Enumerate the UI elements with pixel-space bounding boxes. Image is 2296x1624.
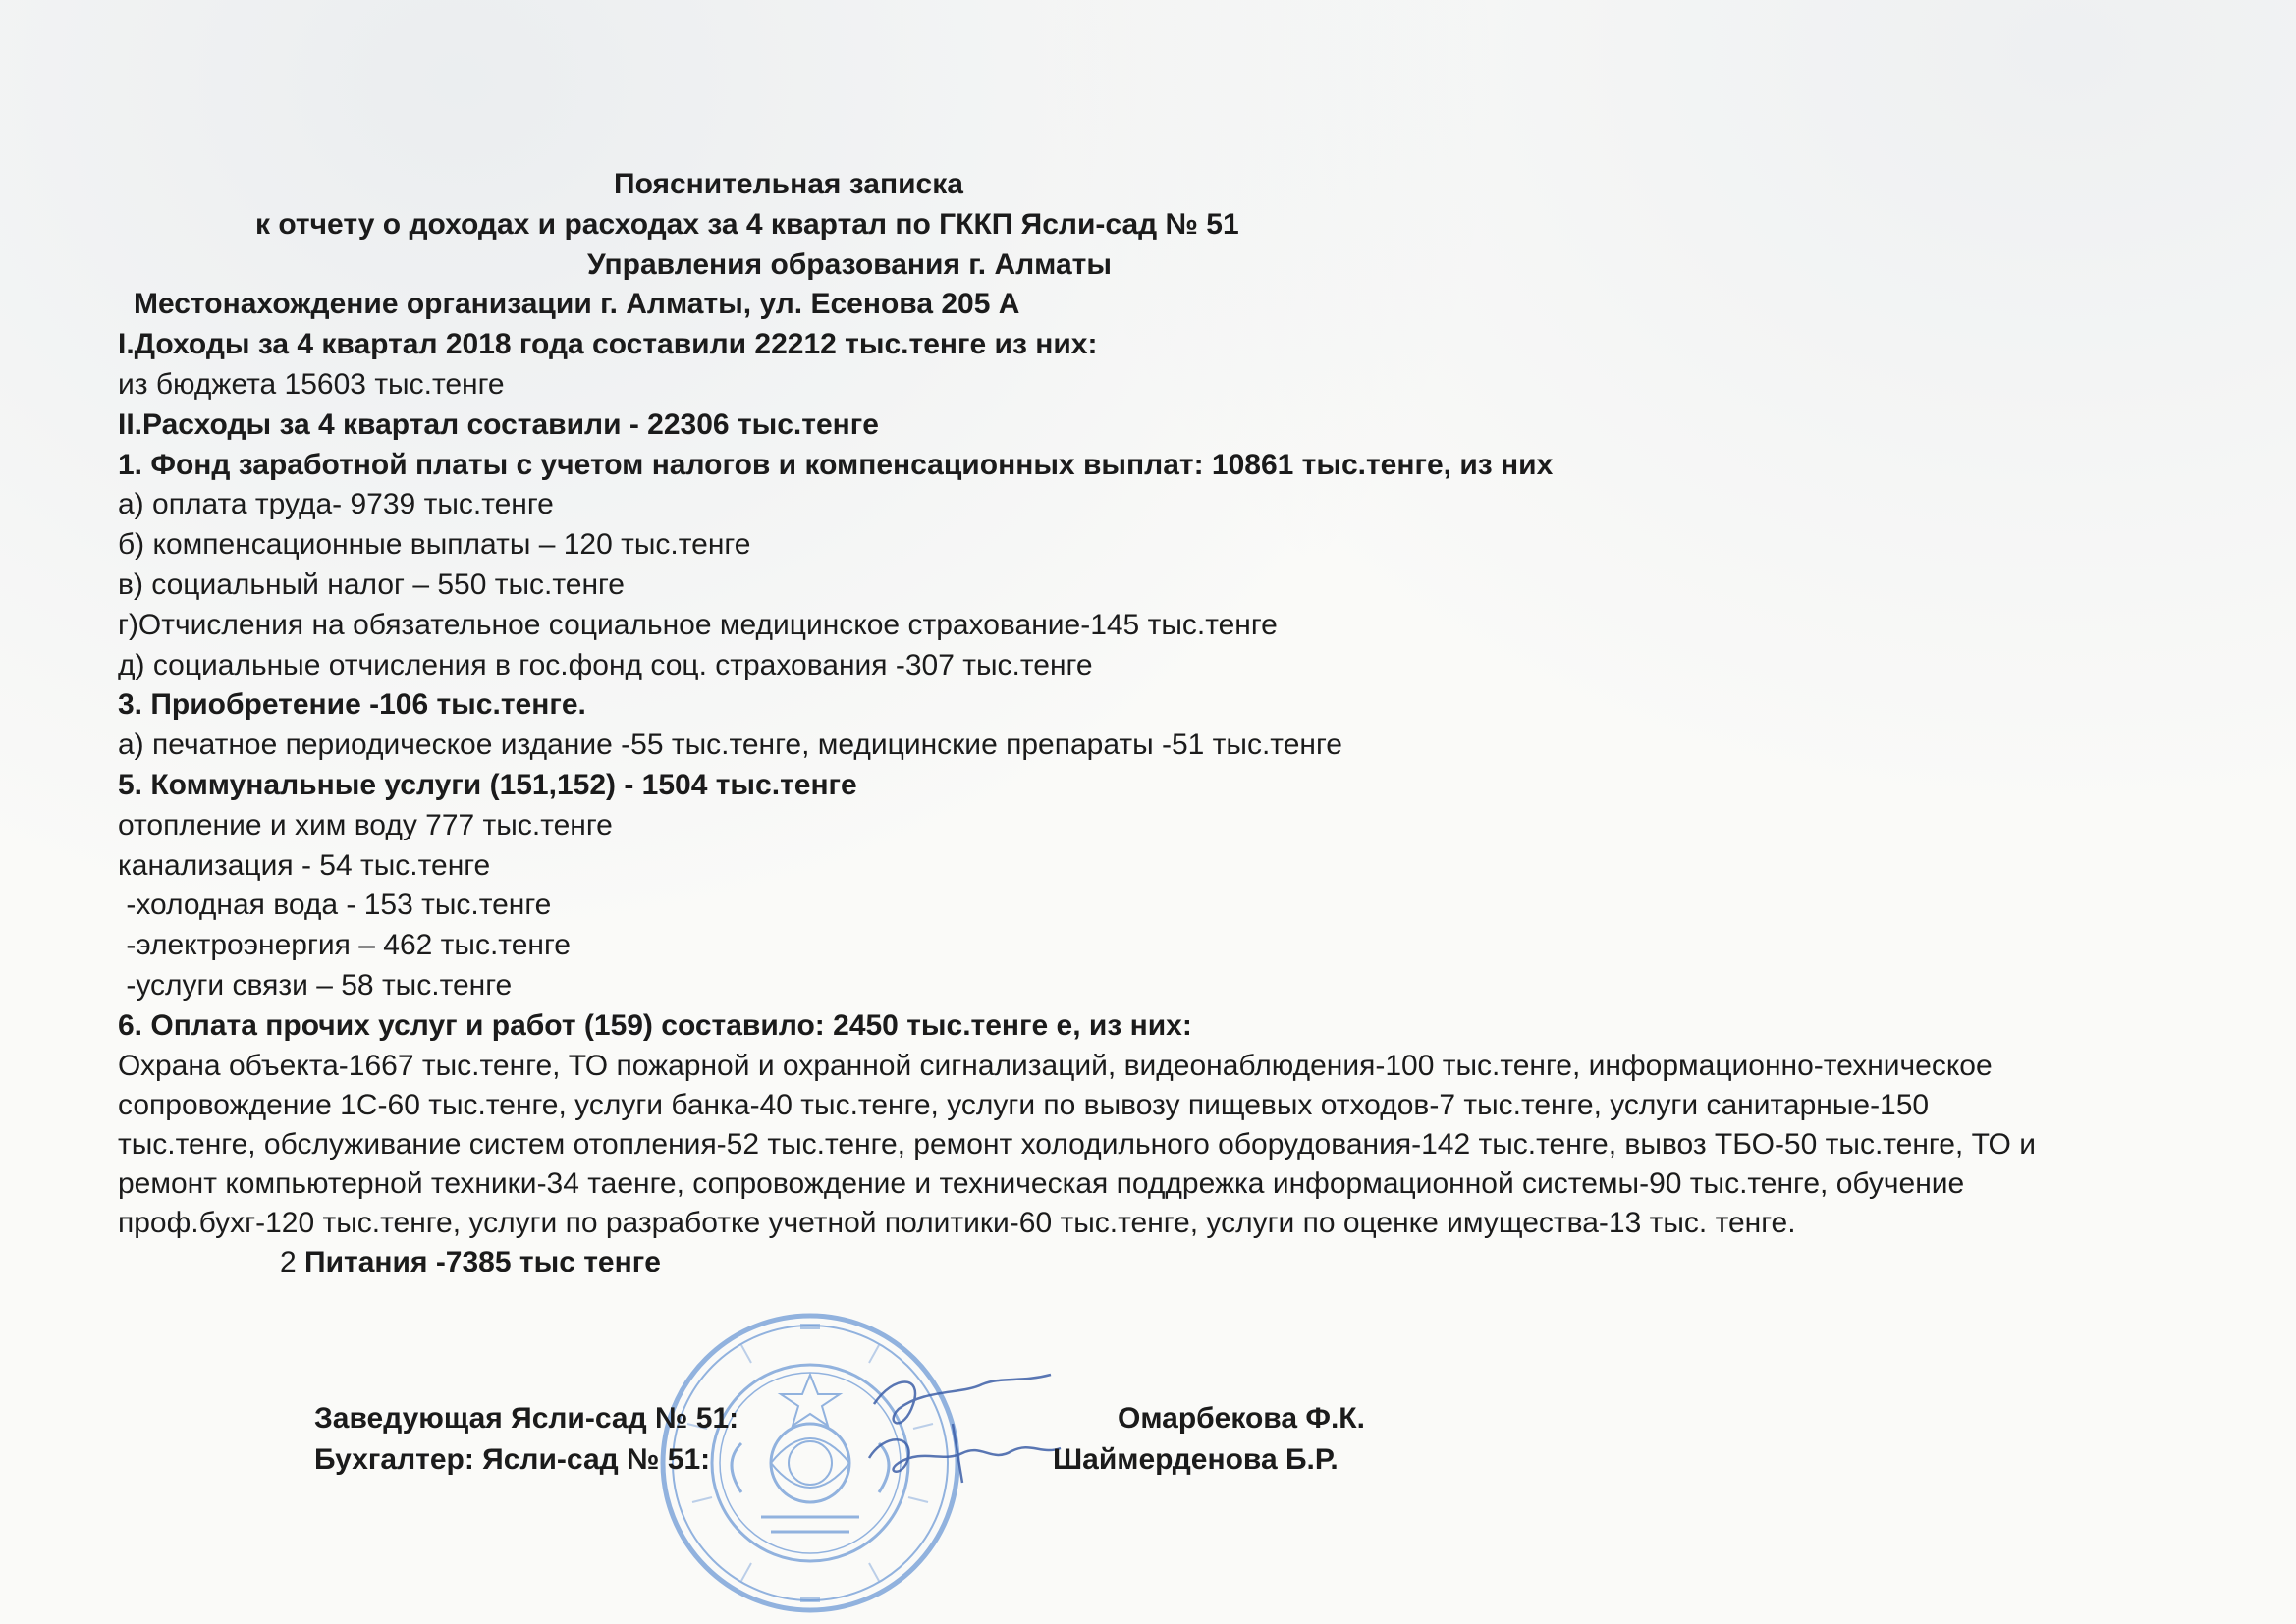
signature-block bbox=[314, 1398, 1493, 1481]
payroll-item: в) социальный налог – 550 тыс.тенге bbox=[118, 568, 625, 601]
accountant-role: Бухгалтер: Ясли-сад № 51: bbox=[314, 1443, 711, 1476]
food-line bbox=[118, 1243, 2200, 1283]
accountant-name: Шаймерденова Б.Р. bbox=[1053, 1443, 1339, 1476]
document-body bbox=[118, 165, 2200, 1282]
title-line-2: к отчету о доходах и расходах за 4 квартал по ГККП Ясли-сад № 51 bbox=[255, 207, 1239, 241]
utilities-item: -холодная вода - 153 тыс.тенге bbox=[118, 889, 552, 922]
utilities-item: канализация - 54 тыс.тенге bbox=[118, 848, 491, 882]
title-line-3: Управления образования г. Алматы bbox=[587, 247, 1112, 281]
head-name: Омарбекова Ф.К. bbox=[1118, 1402, 1365, 1435]
payroll-heading: 1. Фонд заработной платы с учетом налогов и компенсационных выплат: 10861 тыс.тенге, из них bbox=[118, 448, 1554, 481]
utilities-heading: 5. Коммунальные услуги (151,152) - 1504 тыс.тенге bbox=[118, 768, 857, 801]
purchases-item: а) печатное периодическое издание -55 тыс.тенге, медицинские препараты -51 тыс.тенге bbox=[118, 729, 1342, 762]
location-line: Местонахождение организации г. Алматы, ул. Есенова 205 А bbox=[134, 288, 1020, 321]
utilities-item: отопление и хим воду 777 тыс.тенге bbox=[118, 808, 613, 841]
payroll-item: а) оплата труда- 9739 тыс.тенге bbox=[118, 488, 554, 521]
head-role: Заведующая Ясли-сад № 51: bbox=[314, 1402, 739, 1435]
payroll-item: б) компенсационные выплаты – 120 тыс.тенге bbox=[118, 528, 751, 562]
other-services-text: Охрана объекта-1667 тыс.тенге, ТО пожарной и охранной сигнализаций, видеонаблюдения-100 тыс.тенге, информационно-техническое сопровождение 1С-60 тыс.тенге, услуги банка-40 тыс.тенге, услуги по вывозу пищевых отходов-7 тыс.тенге, услуги санитарные-150 тыс.тенге, обслуживание систем отопления-52 тыс.тенге, ремонт холодильного оборудования-142 тыс.тенге, вывоз ТБО-50 тыс.тенге, ТО и ремонт компьютерной техники-34 таенге, сопровождение и техническая поддрежка информационной системы-90 тыс.тенге, обучение проф.бухг-120 тыс.тенге, услуги по разработке учетной политики-60 тыс.тенге, услуги по оценке имущества-13 тыс. тенге. bbox=[118, 1049, 2036, 1239]
payroll-item: д) социальные отчисления в гос.фонд соц. страхования -307 тыс.тенге bbox=[118, 648, 1093, 681]
purchases-heading: 3. Приобретение -106 тыс.тенге. bbox=[118, 688, 586, 722]
food-label: Питания -7385 тыс тенге bbox=[304, 1245, 661, 1278]
payroll-item: г)Отчисления на обязательное социальное медицинское страхование-145 тыс.тенге bbox=[118, 608, 1278, 641]
utilities-item: -услуги связи – 58 тыс.тенге bbox=[118, 968, 513, 1001]
head-signature-row bbox=[314, 1398, 1493, 1439]
other-services-heading: 6. Оплата прочих услуг и работ (159) составило: 2450 тыс.тенге е, из них: bbox=[118, 1008, 1192, 1042]
title-line-1: Пояснительная записка bbox=[614, 168, 963, 200]
accountant-signature-row bbox=[314, 1439, 1493, 1481]
income-budget: из бюджета 15603 тыс.тенге bbox=[118, 367, 505, 401]
income-heading: I.Доходы за 4 квартал 2018 года составили 22212 тыс.тенге из них: bbox=[118, 328, 1098, 361]
utilities-item: -электроэнергия – 462 тыс.тенге bbox=[118, 929, 571, 962]
expenses-heading: II.Расходы за 4 квартал составили - 22306 тыс.тенге bbox=[118, 407, 879, 441]
food-number: 2 bbox=[280, 1245, 297, 1278]
